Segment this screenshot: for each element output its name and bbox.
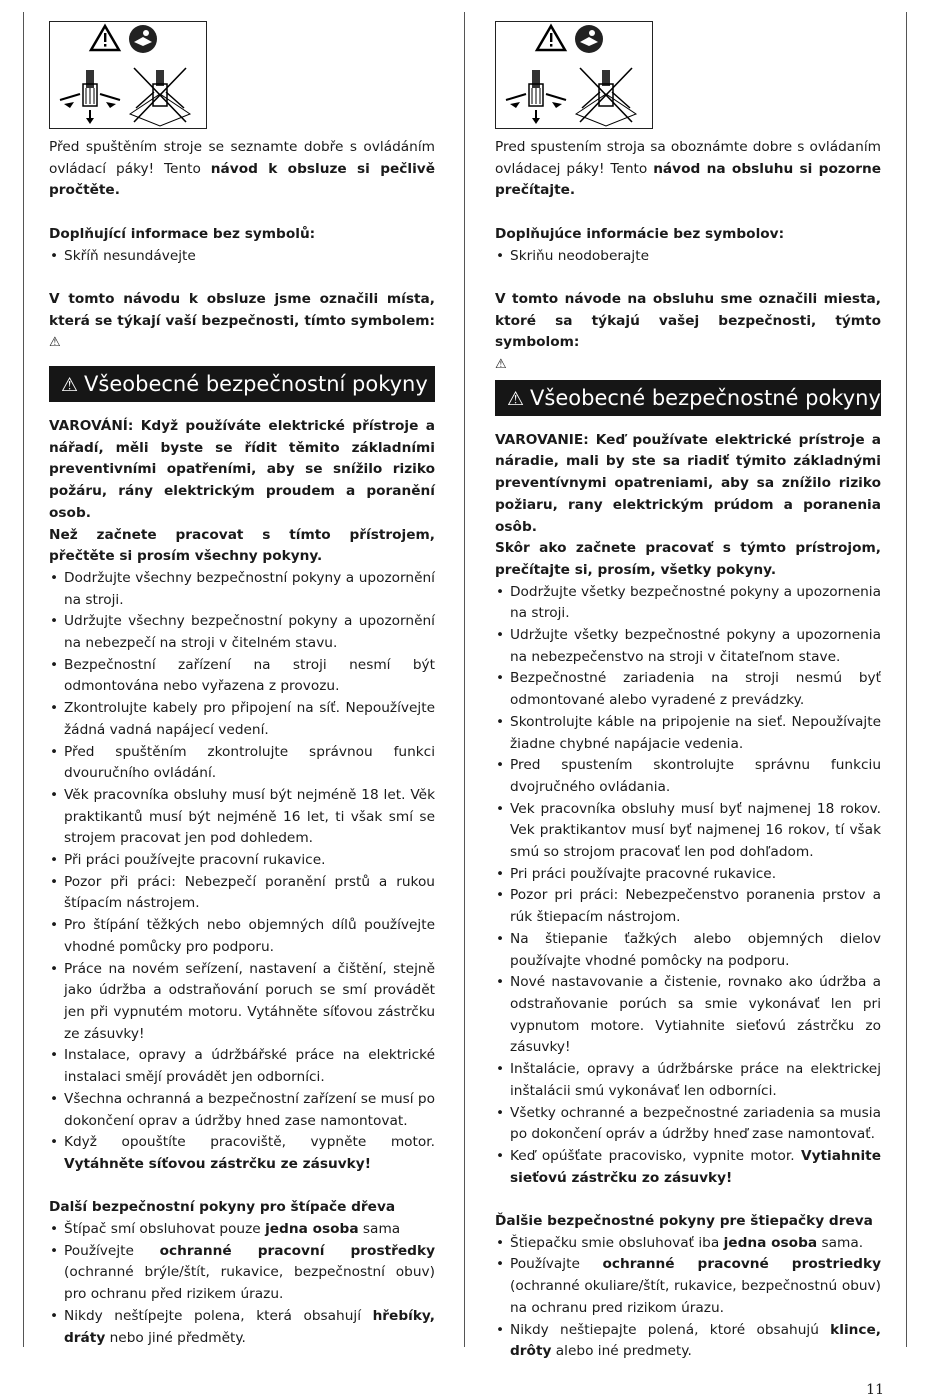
list-item: • Nikdy neštípejte polena, která obsahují hřebíky, dráty nebo jiné předměty.	[49, 1306, 435, 1349]
list-item: • Používejte ochranné pracovní prostředky (ochranné brýle/štít, rukavice, bezpečnostní obuv) pro ochranu před rizikem úrazu.	[49, 1241, 435, 1306]
list-item: • Pozor při práci: Nebezpečí poranění prstů a rukou štípacím nástrojem.	[49, 872, 435, 915]
warning-triangle-icon: ⚠	[61, 374, 79, 396]
list-item: • Dodržujte všetky bezpečnostné pokyny a upozornenia na stroji.	[495, 582, 881, 625]
supplementary-info-heading: Doplňující informace bez symbolů:	[49, 225, 316, 242]
warning-triangle-icon: ⚠	[495, 357, 507, 372]
log-splitter-safety-icon	[50, 22, 206, 128]
supplementary-info-heading: Doplňujúce informácie bez symbolov:	[495, 225, 785, 242]
intro-paragraph: Před spuštěním stroje se seznamte dobře s ovládáním ovládací páky! Tento návod k obsluze si pečlivě pročtěte.	[49, 139, 435, 199]
section-title: Všeobecné bezpečnostní pokyny	[84, 372, 428, 396]
list-item: • Keď opúšťate pracovisko, vypnite motor. Vytiahnite sieťovú zástrčku zo zásuvky!	[495, 1146, 881, 1189]
marking-paragraph: V tomto návode na obsluhu sme označili miesta, ktoré sa týkajú vašej bezpečnosti, týmto symbolom: ⚠	[495, 290, 881, 372]
left-column-czech	[49, 21, 435, 1349]
list-item: • Používajte ochranné pracovné prostriedky (ochranné okuliare/štít, rukavice, bezpečnostnú obuv) na ochranu pred rizikom úrazu.	[495, 1254, 881, 1319]
warning-paragraph: VAROVANIE: Keď používate elektrické prístroje a náradie, mali by ste sa riadiť týmito základnými preventívnymi opatreniami, aby sa znížilo riziko požiaru, rany elektrickým prúdom a poranenia osôb.	[495, 431, 881, 535]
list-item: • Skontrolujte káble na pripojenie na sieť. Nepoužívajte žiadne chybné napájacie vedenia.	[495, 712, 881, 755]
list-item: • Pro štípání těžkých nebo objemných dílů používejte vhodné pomůcky pro podporu.	[49, 915, 435, 958]
section-banner	[495, 380, 881, 416]
warning-triangle-icon: ⚠	[49, 335, 61, 351]
list-item: • Před spuštěním zkontrolujte správnou funkci dvouručního ovládání.	[49, 742, 435, 785]
further-safety-list	[495, 1233, 881, 1363]
list-item: • Udržujte všechny bezpečnostní pokyny a upozornění na nebezpečí na stroji v čitelném stavu.	[49, 611, 435, 654]
safety-pictogram-figure	[49, 21, 207, 129]
list-item: • Štípač smí obsluhovat pouze jedna osoba sama	[49, 1219, 435, 1241]
list-item: • Když opouštíte pracoviště, vypněte motor. Vytáhněte síťovou zástrčku ze zásuvky!	[49, 1132, 435, 1175]
list-item: • Pozor pri práci: Nebezpečenstvo poranenia prstov a rúk štiepacím nástrojom.	[495, 885, 881, 928]
list-item: • Na štiepanie ťažkých alebo objemných dielov používajte vhodné pomôcky na podporu.	[495, 929, 881, 972]
list-item: • Pri práci používajte pracovné rukavice.	[495, 864, 881, 886]
left-margin-rule	[23, 12, 24, 1347]
right-margin-rule	[906, 12, 907, 1347]
log-splitter-safety-icon	[496, 22, 652, 128]
list-item: • Bezpečnostné zariadenia na stroji nesmú byť odmontované alebo vyradené z prevádzky.	[495, 668, 881, 711]
warning-triangle-icon: ⚠	[507, 387, 525, 410]
list-item: • Dodržujte všechny bezpečnostní pokyny a upozornění na stroji.	[49, 568, 435, 611]
read-instructions-paragraph: Než začnete pracovat s tímto přístrojem, přečtěte si prosím všechny pokyny.	[49, 526, 435, 565]
center-column-rule	[464, 12, 465, 1347]
list-item: • Všetky ochranné a bezpečnostné zariadenia sa musia po dokončení opráv a údržby hneď zase namontovať.	[495, 1103, 881, 1146]
list-item: • Nikdy neštiepajte polená, ktoré obsahujú klince, drôty alebo iné predmety.	[495, 1320, 881, 1363]
list-item: • Instalace, opravy a údržbářské práce na elektrické instalaci smějí provádět jen odborníci.	[49, 1045, 435, 1088]
list-item: • Udržujte všetky bezpečnostné pokyny a upozornenia na nebezpečenstvo na stroji v čitateľnom stave.	[495, 625, 881, 668]
further-safety-heading: Další bezpečnostní pokyny pro štípače dřeva	[49, 1199, 396, 1216]
list-item: • Práce na novém seřízení, nastavení a čištění, stejně jako údržba a odstraňování poruch se smí provádět jen při vypnutém motoru. Vytáhněte síťovou zástrčku ze zásuvky!	[49, 959, 435, 1046]
list-item: • Nové nastavovanie a čistenie, rovnako ako údržba a odstraňovanie porúch sa smie vykonávať len pri vypnutom motore. Vytiahnite sieťovú zástrčku zo zásuvky!	[495, 972, 881, 1059]
marking-paragraph: V tomto návodu k obsluze jsme označili místa, která se týkají vaší bezpečnosti, tímto symbolem: ⚠	[49, 290, 435, 351]
section-title: Všeobecné bezpečnostné pokyny	[530, 385, 881, 410]
read-instructions-paragraph: Skôr ako začnete pracovať s týmto prístrojom, prečítajte si, prosím, všetky pokyny.	[495, 540, 881, 578]
list-item: • Zkontrolujte kabely pro připojení na síť. Nepoužívejte žádná vadná napájecí vedení.	[49, 698, 435, 741]
supplementary-info-item: • Skříň nesundávejte	[49, 246, 435, 268]
supplementary-info-item: • Skriňu neodoberajte	[495, 246, 881, 268]
safety-pictogram-figure	[495, 21, 653, 129]
safety-list	[49, 568, 435, 1176]
list-item: • Všechna ochranná a bezpečnostní zařízení se musí po dokončení oprav a údržby hned zase namontovat.	[49, 1089, 435, 1132]
list-item: • Pred spustením skontrolujte správnu funkciu dvojručného ovládania.	[495, 755, 881, 798]
further-safety-list	[49, 1219, 435, 1349]
list-item: • Štiepačku smie obsluhovať iba jedna osoba sama.	[495, 1233, 881, 1255]
safety-list	[495, 582, 881, 1190]
list-item: • Vek pracovníka obsluhy musí byť najmenej 18 rokov. Vek praktikantov musí byť najmenej 16 rokov, tí však smú so strojom pracovať len pod dohľadom.	[495, 799, 881, 864]
list-item: • Věk pracovníka obsluhy musí být nejméně 18 let. Věk praktikantů musí být nejméně 16 let, ti však smí se strojem pracovat jen pod dohledem.	[49, 785, 435, 850]
section-banner	[49, 366, 435, 402]
list-item: • Inštalácie, opravy a údržbárske práce na elektrickej inštalácii smú vykonávať len odborníci.	[495, 1059, 881, 1102]
right-column-slovak	[495, 21, 881, 1363]
warning-paragraph: VAROVÁNÍ: Když používáte elektrické přístroje a nářadí, měli byste se řídit těmito základními preventivními opatřeními, aby se snížilo riziko požáru, rány elektrickým proudem a poranění osob.	[49, 418, 435, 521]
list-item: • Při práci používejte pracovní rukavice.	[49, 850, 435, 872]
further-safety-heading: Ďalšie bezpečnostné pokyny pre štiepačky dreva	[495, 1213, 873, 1229]
list-item: • Bezpečnostní zařízení na stroji nesmí být odmontována nebo vyřazena z provozu.	[49, 655, 435, 698]
intro-paragraph: Pred spustením stroja sa oboznámte dobre s ovládaním ovládacej páky! Tento návod na obsluhu si pozorne prečítajte.	[495, 139, 882, 199]
page-number: 11	[866, 1382, 884, 1398]
